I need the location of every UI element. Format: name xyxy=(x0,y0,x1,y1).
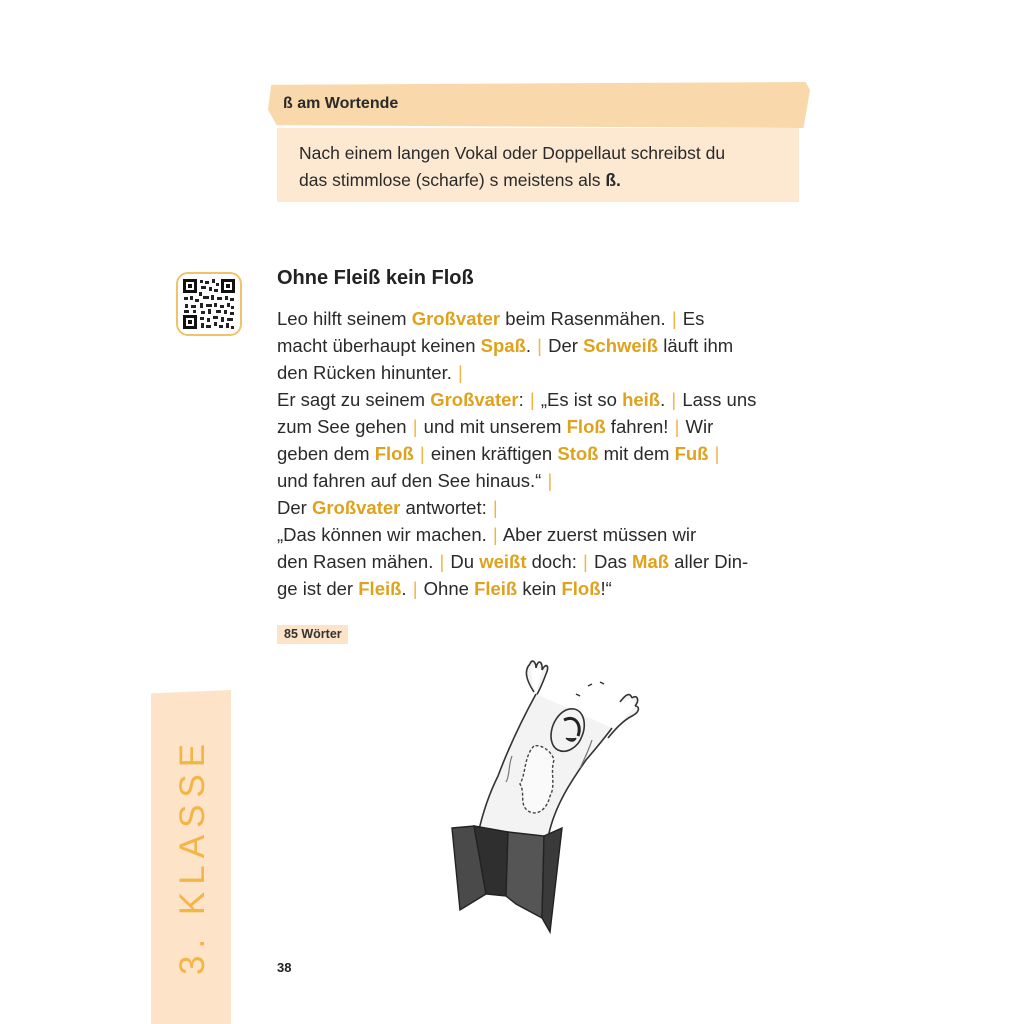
rule-title: ß am Wortende xyxy=(283,95,399,112)
story-line xyxy=(277,359,797,386)
story-line xyxy=(277,548,797,575)
story-text-segment: antwortet: xyxy=(400,497,492,518)
story-text-segment: Ohne xyxy=(418,578,475,599)
story-text-segment: Lass uns xyxy=(677,389,757,410)
story-line xyxy=(277,521,797,548)
highlighted-word: Schweiß xyxy=(583,335,659,356)
highlighted-word: Floß xyxy=(561,578,601,599)
highlighted-word: heiß xyxy=(622,389,661,410)
reading-pause-marker: | xyxy=(492,497,498,518)
qr-code-button[interactable] xyxy=(176,272,242,336)
reading-pause-marker: | xyxy=(537,335,542,356)
rule-line-2-text: das stimmlose (scharfe) s meistens als xyxy=(299,170,606,190)
story-text-segment: fahren! xyxy=(605,416,674,437)
highlighted-word: Großvater xyxy=(311,497,401,518)
word-count-badge: 85 Wörter xyxy=(277,625,348,644)
story-text-segment: Der xyxy=(277,497,312,518)
story-text-segment: Der xyxy=(542,335,584,356)
story-text-segment: Aber zuerst müssen wir xyxy=(498,524,697,545)
story-text-segment: läuft ihm xyxy=(658,335,734,356)
highlighted-word: Großvater xyxy=(430,389,519,410)
story-line xyxy=(277,305,797,332)
rule-line-1: Nach einem langen Vokal oder Doppellaut schreibst du xyxy=(299,143,726,163)
reading-pause-marker: | xyxy=(671,389,677,410)
story-text-segment: . xyxy=(660,389,671,410)
story-text-segment: . xyxy=(401,578,412,599)
reading-pause-marker: | xyxy=(412,416,418,437)
story-text-segment: macht überhaupt keinen xyxy=(277,335,481,356)
story-text-segment: : xyxy=(518,389,529,410)
rule-text xyxy=(299,140,799,194)
highlighted-word: Spaß xyxy=(480,335,526,356)
highlighted-word: Fleiß xyxy=(358,578,402,599)
story-title: Ohne Fleiß kein Floß xyxy=(277,267,474,289)
story-text-segment: beim Rasenmähen. xyxy=(500,308,671,329)
reading-pause-marker: | xyxy=(439,551,445,572)
reading-pause-marker: | xyxy=(671,308,677,329)
story-text-segment: !“ xyxy=(600,578,612,599)
reading-pause-marker: | xyxy=(458,362,463,383)
reading-pause-marker: | xyxy=(419,443,425,464)
grandfather-illustration xyxy=(416,656,648,941)
story-line xyxy=(277,440,797,467)
reading-pause-marker: | xyxy=(547,470,553,491)
story-text-segment: einen kräftigen xyxy=(425,443,558,464)
story-text-segment: und fahren auf den See hinaus.“ xyxy=(277,470,547,491)
reading-pause-marker: | xyxy=(492,524,498,545)
story-line xyxy=(277,467,797,494)
story-text-segment: den Rasen mähen. xyxy=(277,551,439,572)
reading-pause-marker: | xyxy=(529,389,535,410)
story-text-segment: Er sagt zu seinem xyxy=(277,389,431,410)
reading-pause-marker: | xyxy=(412,578,418,599)
reading-pause-marker: | xyxy=(583,551,588,572)
highlighted-word: weißt xyxy=(479,551,527,572)
story-text-segment: doch: xyxy=(526,551,583,572)
reading-pause-marker: | xyxy=(674,416,680,437)
highlighted-word: Floß xyxy=(374,443,414,464)
highlighted-word: Fleiß xyxy=(474,578,518,599)
story-text-segment: „Das können wir machen. xyxy=(277,524,492,545)
story-text-segment: „Es ist so xyxy=(535,389,623,410)
story-text-segment: Wir xyxy=(680,416,714,437)
story-text-segment: und mit unserem xyxy=(418,416,567,437)
story-text-segment xyxy=(708,443,713,464)
page-number: 38 xyxy=(277,960,292,975)
grade-label: 3. KLASSE xyxy=(173,736,212,975)
story-line xyxy=(277,494,797,521)
story-text-segment: Es xyxy=(677,308,705,329)
highlighted-word: Fuß xyxy=(674,443,709,464)
rule-body xyxy=(277,128,799,202)
story-text-segment: Du xyxy=(445,551,480,572)
story-text-segment: Das xyxy=(588,551,633,572)
story-line xyxy=(277,575,797,602)
story-text-segment: zum See gehen xyxy=(277,416,412,437)
story-text-segment: ge ist der xyxy=(277,578,359,599)
story-text-segment: aller Din- xyxy=(669,551,749,572)
rule-line-2-letter: ß. xyxy=(605,170,621,190)
highlighted-word: Floß xyxy=(566,416,606,437)
highlighted-word: Maß xyxy=(632,551,670,572)
story-text-segment: . xyxy=(525,335,537,356)
story-text-segment: mit dem xyxy=(598,443,675,464)
highlighted-word: Großvater xyxy=(411,308,501,329)
story-text-segment: Leo hilft seinem xyxy=(277,308,412,329)
story-line xyxy=(277,332,797,359)
story-text-segment: den Rücken hinunter. xyxy=(277,362,457,383)
story-text-segment: kein xyxy=(517,578,562,599)
story-text xyxy=(277,305,797,602)
highlighted-word: Stoß xyxy=(557,443,599,464)
story-line xyxy=(277,386,797,413)
reading-pause-marker: | xyxy=(714,443,720,464)
rule-box xyxy=(268,82,810,204)
story-line xyxy=(277,413,797,440)
story-text-segment: geben dem xyxy=(277,443,375,464)
rule-line-2 xyxy=(299,167,799,194)
qr-code-icon xyxy=(183,279,235,329)
